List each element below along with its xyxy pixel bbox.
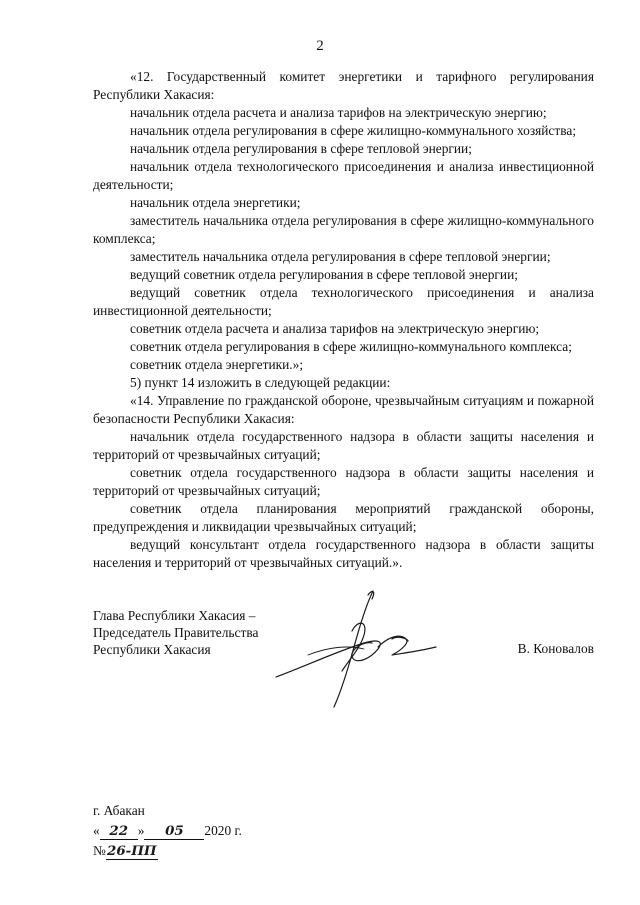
document-footer xyxy=(93,801,242,861)
document-number: 26-ПП xyxy=(107,843,157,859)
signatory-title-line-1: Глава Республики Хакасия – xyxy=(93,608,256,623)
date-line xyxy=(93,821,242,841)
number-prefix: № xyxy=(93,843,106,858)
paragraph: начальник отдела регулирования в сфере жилищно-коммунального хозяйства; xyxy=(130,123,577,138)
paragraph: советник отдела энергетики.»; xyxy=(130,357,304,372)
date-open-quote: « xyxy=(93,823,100,838)
paragraph: начальник отдела технологического присоединения и анализа инвестиционной деятельности; xyxy=(93,159,594,192)
handwritten-signature xyxy=(268,585,443,710)
paragraph: начальник отдела расчета и анализа тарифов на электрическую энергию; xyxy=(130,105,547,120)
paragraph: советник отдела планирования мероприятий гражданской обороны, предупреждения и ликвидации чрезвычайных ситуаций; xyxy=(93,501,594,534)
paragraph: начальник отдела энергетики; xyxy=(130,195,301,210)
paragraph: «12. Государственный комитет энергетики и тарифного регулирования Республики Хакасия: xyxy=(93,69,594,102)
paragraph: ведущий советник отдела технологического присоединения и анализа инвестиционной деятельности; xyxy=(93,285,594,318)
page-number: 2 xyxy=(316,38,324,54)
date-month: 05 xyxy=(144,824,204,840)
paragraph: советник отдела государственного надзора в области защиты населения и территорий от чрезвычайных ситуаций; xyxy=(93,465,594,498)
paragraph: советник отдела расчета и анализа тарифов на электрическую энергию; xyxy=(130,321,540,336)
signatory-title xyxy=(93,607,258,658)
signatory-name: В. Коновалов xyxy=(517,641,594,656)
signatory-title-line-3: Республики Хакасия xyxy=(93,642,211,657)
city-label: г. Абакан xyxy=(93,803,145,818)
paragraph: советник отдела регулирования в сфере жилищно-коммунального комплекса; xyxy=(130,339,572,354)
date-year: 2020 г. xyxy=(204,823,242,838)
paragraph: заместитель начальника отдела регулирования в сфере жилищно-коммунального комплекса; xyxy=(93,213,594,246)
document-body xyxy=(93,68,594,572)
paragraph: начальник отдела государственного надзора в области защиты населения и территорий от чрезвычайных ситуаций; xyxy=(93,429,594,462)
paragraph: ведущий советник отдела регулирования в сфере тепловой энергии; xyxy=(130,267,518,282)
paragraph: 5) пункт 14 изложить в следующей редакции: xyxy=(130,375,391,390)
paragraph: начальник отдела регулирования в сфере тепловой энергии; xyxy=(130,141,472,156)
date-day: 22 xyxy=(100,824,138,840)
paragraph: заместитель начальника отдела регулирования в сфере тепловой энергии; xyxy=(130,249,551,264)
signatory-title-line-2: Председатель Правительства xyxy=(93,625,259,640)
paragraph: ведущий консультант отдела государственного надзора в области защиты населения и территорий от чрезвычайных ситуаций.». xyxy=(93,537,594,570)
paragraph: «14. Управление по гражданской обороне, чрезвычайным ситуациям и пожарной безопасности Республики Хакасия: xyxy=(93,393,594,426)
document-number-line xyxy=(93,841,242,861)
date-close-quote: » xyxy=(137,823,145,838)
